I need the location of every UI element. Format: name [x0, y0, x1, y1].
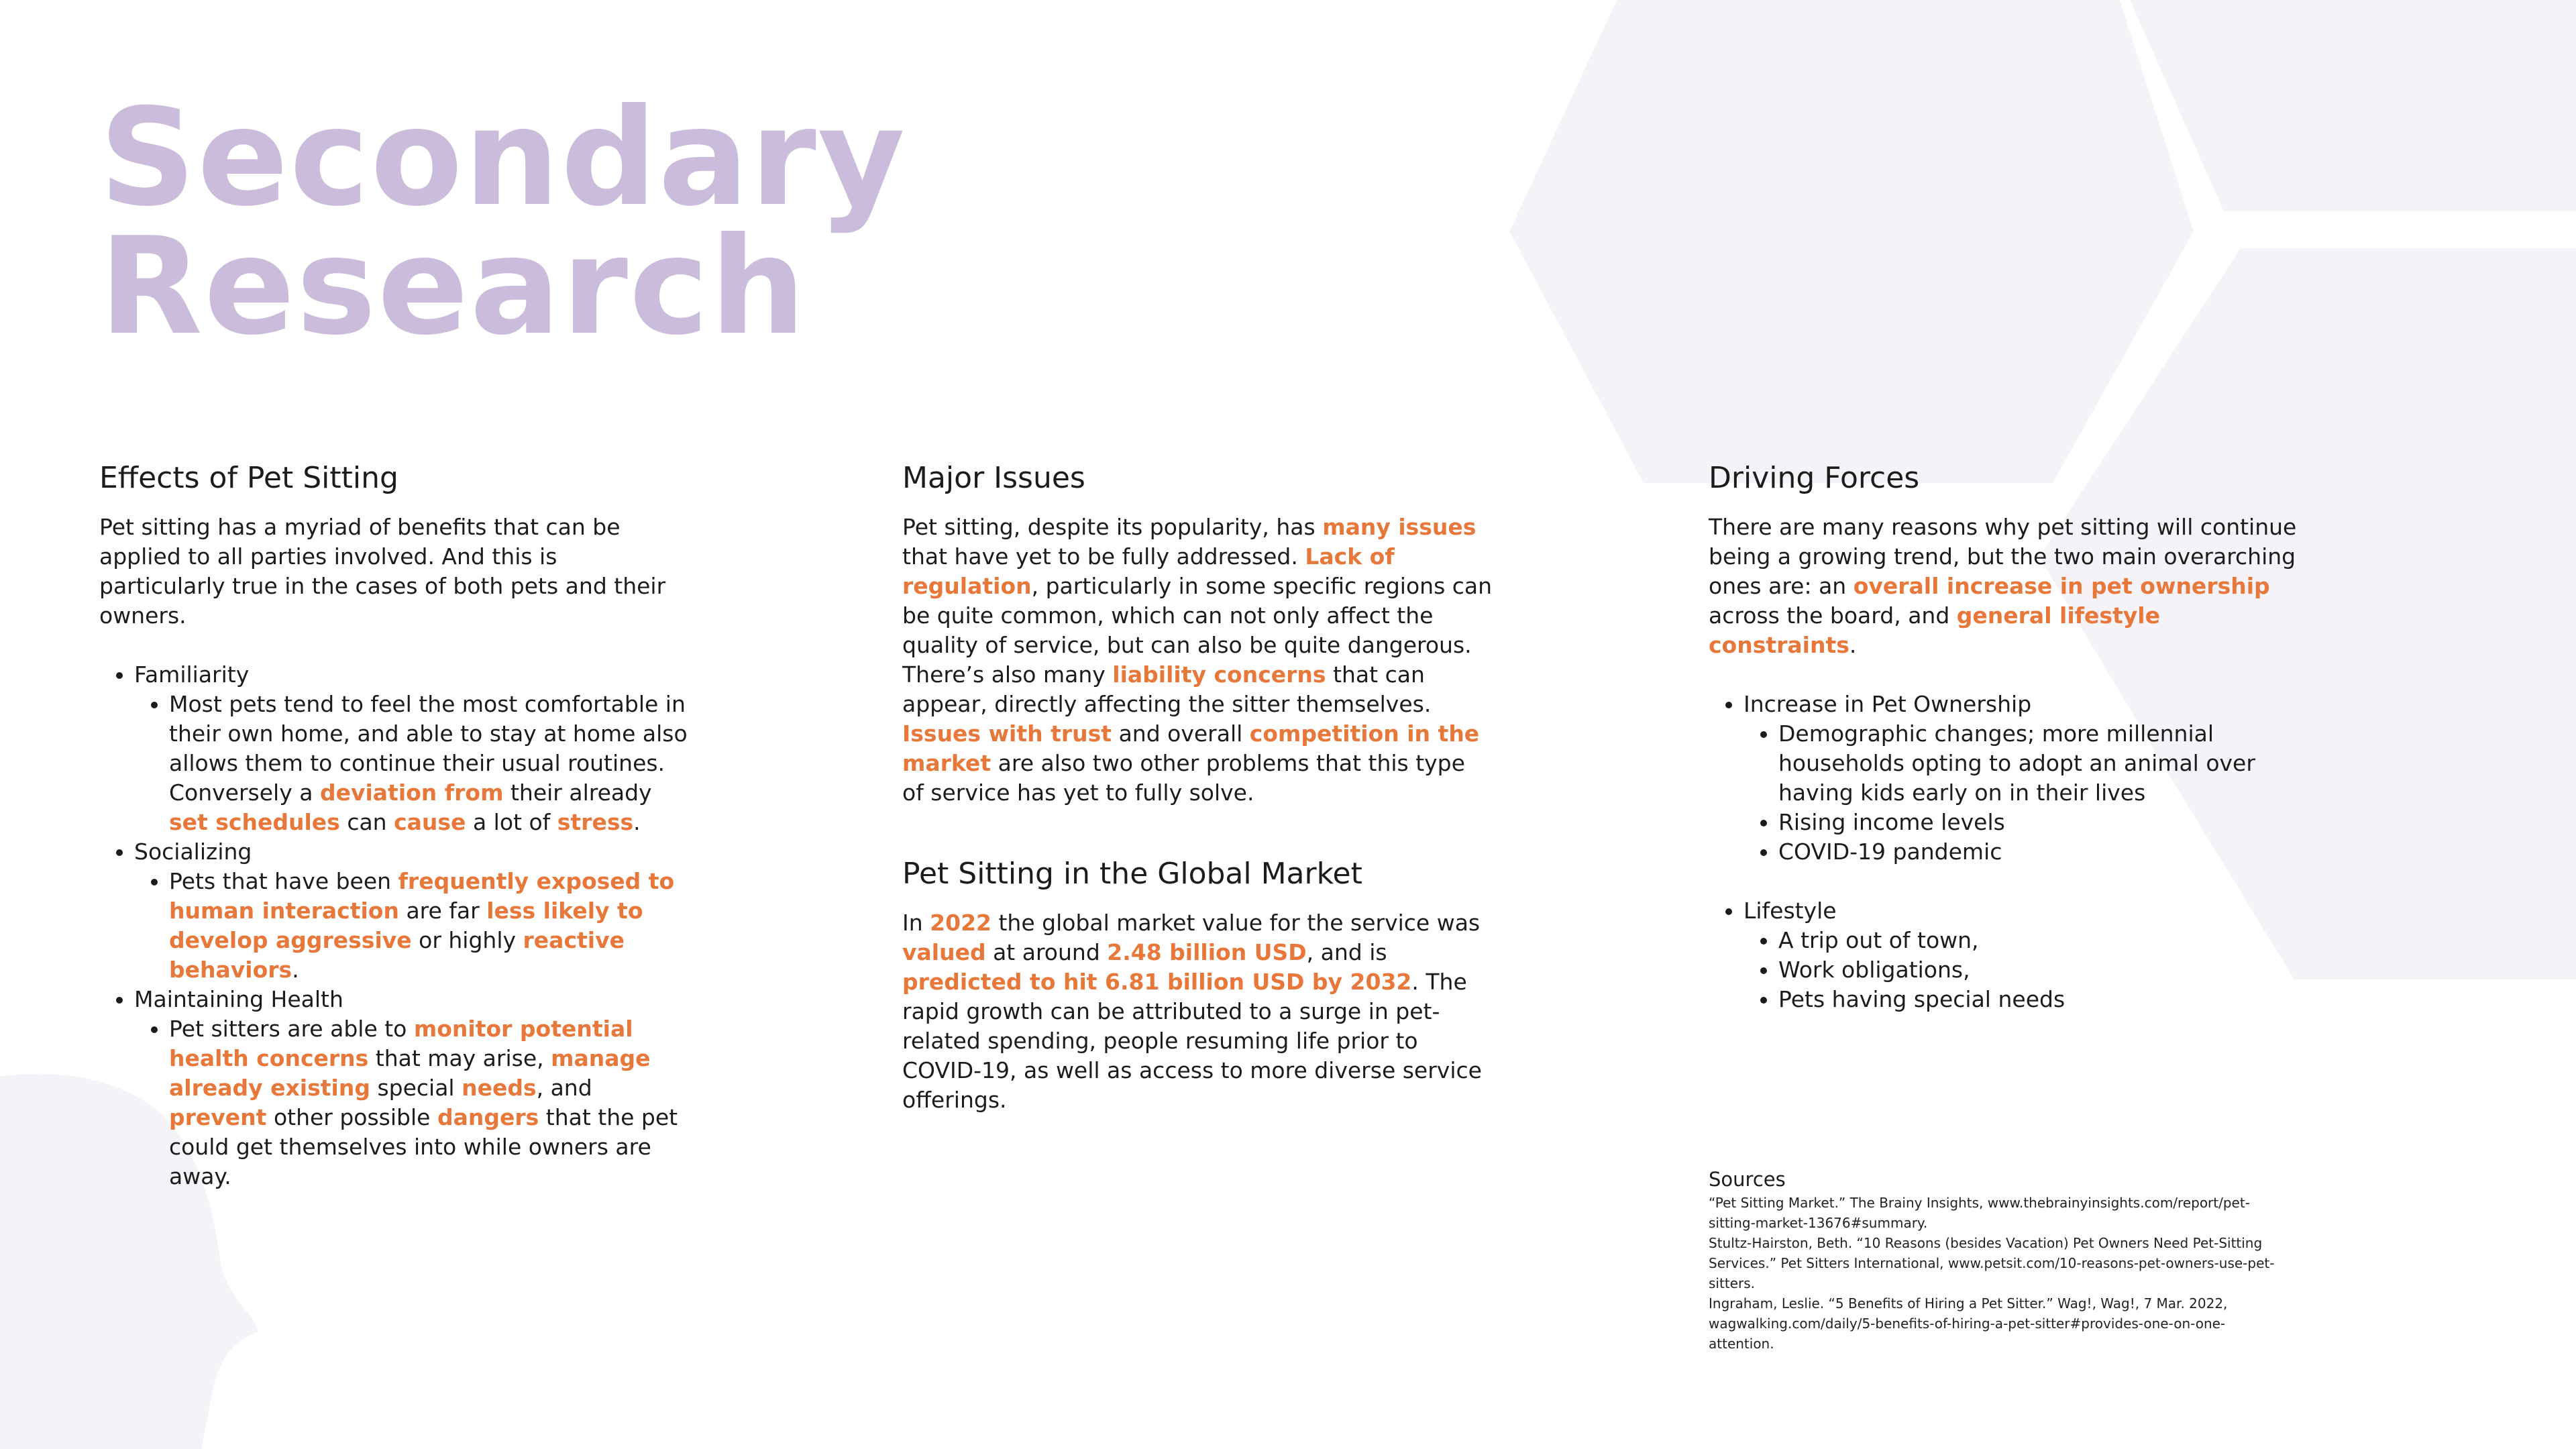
highlight: needs	[462, 1075, 537, 1101]
effects-intro: Pet sitting has a myriad of benefits that can be applied to all parties involved. And this is particularly true in the cases of both pets and their owners.	[99, 514, 666, 629]
text-span: are also two other problems that this type of service has yet to fully solve.	[902, 750, 1465, 806]
highlight: dangers	[437, 1104, 539, 1130]
list-item	[169, 690, 690, 837]
text-span: special	[370, 1075, 462, 1101]
highlight: Issues with trust	[902, 720, 1112, 747]
text-span: , and is	[1306, 939, 1387, 965]
highlight: overall increase in pet ownership	[1853, 573, 2270, 599]
highlight: 2022	[930, 910, 991, 936]
highlight: prevent	[169, 1104, 267, 1130]
highlight: stress	[557, 809, 634, 835]
page-title	[99, 80, 907, 365]
text-span: that can appear, directly affecting the sitter themselves.	[902, 661, 1432, 717]
highlight: manage already existing	[169, 1045, 651, 1101]
highlight: general lifestyle constraints	[1709, 602, 2160, 658]
title-line-2: Research	[99, 209, 807, 365]
highlight: many issues	[1322, 514, 1477, 540]
pet-ownership-label: Increase in Pet Ownership	[1743, 691, 2032, 717]
highlight: deviation from	[319, 780, 504, 806]
source-item: “Pet Sitting Market.” The Brainy Insights, www.thebrainyinsights.com/report/pet-sitting-market-13676#summary.	[1709, 1195, 2250, 1231]
issues-column	[902, 456, 1493, 1115]
familiarity-label: Familiarity	[134, 661, 250, 688]
list-item	[1743, 690, 2299, 867]
sources	[1709, 1166, 2286, 1354]
forces-heading: Driving Forces	[1709, 461, 1920, 495]
list-item	[1743, 896, 2299, 1014]
list-spacer	[1743, 867, 2299, 896]
list-item: • Pets having special needs	[1778, 985, 2299, 1014]
list-item	[134, 837, 690, 985]
list-item: • COVID-19 pandemic	[1778, 837, 2299, 867]
text-span: or highly	[411, 927, 523, 953]
list-item	[169, 867, 690, 985]
highlight: monitor potential health concerns	[169, 1016, 633, 1071]
forces-paragraph	[1709, 513, 2299, 660]
source-item: Stultz-Hairston, Beth. “10 Reasons (besides Vacation) Pet Owners Need Pet-Sitting Services.” Pet Sitters International, www.petsit.com/10-reasons-pet-owners-use-pet-sitters.	[1709, 1235, 2275, 1291]
highlight: Lack of regulation	[902, 543, 1395, 599]
list-item	[169, 1014, 690, 1191]
text-span: .	[292, 957, 299, 983]
text-span: the global market value for the service was	[991, 910, 1481, 936]
hexagon-decoration-right-top	[2130, 0, 2576, 211]
text-span: are far	[398, 898, 487, 924]
text-span: In	[902, 910, 930, 936]
market-section	[902, 852, 1493, 1115]
text-span: that the pet could get themselves into while owners are away.	[169, 1104, 678, 1189]
list-item: • Rising income levels	[1778, 808, 2299, 837]
text-span: and overall	[1112, 720, 1250, 747]
text-span: .	[1849, 632, 1857, 658]
list-item	[134, 660, 690, 837]
list-item: • Demographic changes; more millennial households opting to adopt an animal over having kids early on in their lives	[1778, 719, 2299, 808]
text-span: .	[633, 809, 641, 835]
effects-list	[99, 660, 690, 1191]
text-span: across the board, and	[1709, 602, 1957, 629]
text-span: There are many reasons why pet sitting will continue being a growing trend, but the two main overarching ones are: an	[1709, 514, 2297, 599]
highlight: less likely to develop aggressive	[169, 898, 643, 953]
text-span: that may arise,	[368, 1045, 551, 1071]
text-span: Pet sitting, despite its popularity, has	[902, 514, 1323, 540]
issues-heading: Major Issues	[902, 461, 1085, 495]
text-span: a lot of	[466, 809, 557, 835]
highlight: 2.48 billion USD	[1107, 939, 1307, 965]
highlight: cause	[394, 809, 466, 835]
text-span: , and	[536, 1075, 592, 1101]
text-span: . The rapid growth can be attributed to a surge in pet-related spending, people resuming life prior to COVID-19, as well as access to more diverse service offerings.	[902, 969, 1482, 1113]
issues-paragraph	[902, 513, 1493, 808]
text-span: , particularly in some specific regions can be quite common, which can not only affect the quality of service, but can also be quite dangerous. There’s also many	[902, 573, 1493, 688]
list-item: • Work obligations,	[1778, 955, 2299, 985]
forces-column	[1709, 456, 2299, 1014]
effects-column	[99, 456, 690, 1191]
market-paragraph	[902, 908, 1493, 1115]
list-item	[134, 985, 690, 1191]
highlight: frequently exposed to human interaction	[169, 868, 675, 924]
text-span: Most pets tend to feel the most comfortable in their own home, and able to stay at home also allows them to continue their usual routines. Conversely a	[169, 691, 688, 806]
effects-heading: Effects of Pet Sitting	[99, 461, 398, 495]
text-span: Pet sitters are able to	[169, 1016, 414, 1042]
source-item: Ingraham, Leslie. “5 Benefits of Hiring a Pet Sitter.” Wag!, Wag!, 7 Mar. 2022, wagwalking.com/daily/5-benefits-of-hiring-a-pet-sitter#provides-one-on-one-attention.	[1709, 1295, 2228, 1352]
socializing-label: Socializing	[134, 839, 252, 865]
title-line-1: Secondary	[99, 80, 907, 236]
highlight: liability concerns	[1112, 661, 1326, 688]
text-span: their already	[503, 780, 652, 806]
text-span: can	[339, 809, 394, 835]
highlight: predicted to hit 6.81 billion USD by 2032	[902, 969, 1412, 995]
text-span: at around	[985, 939, 1108, 965]
list-item: • A trip out of town,	[1778, 926, 2299, 955]
text-span: that have yet to be fully addressed.	[902, 543, 1305, 570]
hexagon-decoration	[1509, 0, 2194, 483]
market-heading: Pet Sitting in the Global Market	[902, 857, 1362, 891]
highlight: set schedules	[169, 809, 340, 835]
maintaining-health-label: Maintaining Health	[134, 986, 343, 1012]
text-span: Pets that have been	[169, 868, 398, 894]
highlight: valued	[902, 939, 986, 965]
sources-title: Sources	[1709, 1168, 1786, 1191]
text-span: other possible	[266, 1104, 437, 1130]
highlight: competition in the market	[902, 720, 1480, 776]
highlight: reactive behaviors	[169, 927, 625, 983]
forces-list	[1709, 690, 2299, 1014]
lifestyle-label: Lifestyle	[1743, 898, 1837, 924]
